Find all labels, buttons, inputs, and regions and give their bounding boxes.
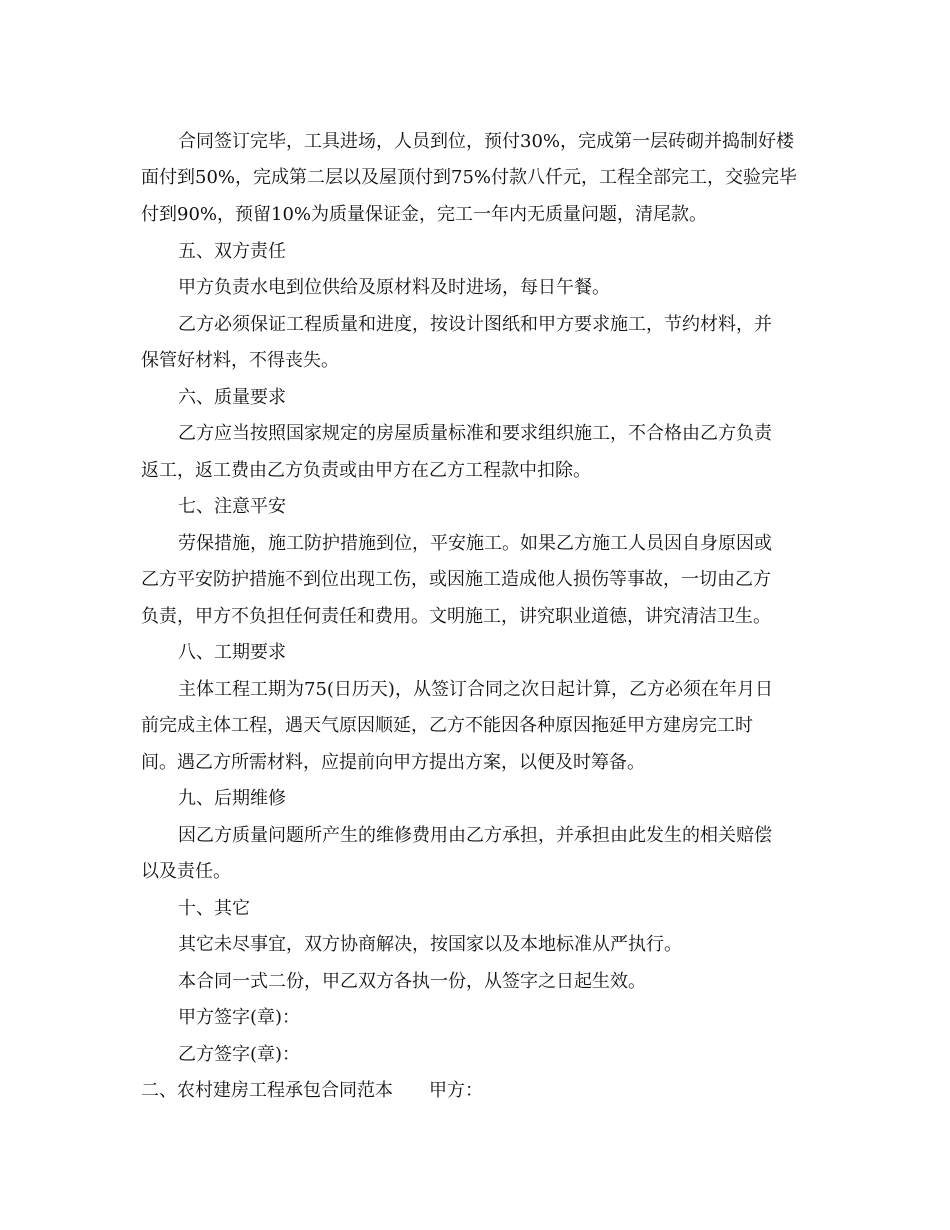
text-line: 合同签订完毕，工具进场，人员到位，预付30%，完成第一层砖砌并捣制好楼: [178, 131, 795, 152]
text-line: 乙方平安防护措施不到位出现工伤，或因施工造成他人损伤等事故，一切由乙方: [141, 569, 771, 590]
text-line: 以及责任。: [141, 861, 231, 882]
text-line: 其它未尽事宜，双方协商解决，按国家以及本地标准从严执行。: [178, 934, 682, 955]
text-line: 本合同一式二份，甲乙双方各执一份，从签字之日起生效。: [178, 971, 646, 992]
party-a-signature-line: 甲方签字(章)：: [178, 1007, 301, 1028]
section-heading-5: 五、双方责任: [178, 241, 286, 262]
text-line: 负责，甲方不负担任何责任和费用。文明施工，讲究职业道德，讲究清洁卫生。: [141, 606, 771, 627]
text-line: 乙方应当按照国家规定的房屋质量标准和要求组织施工，不合格由乙方负责: [178, 423, 772, 444]
text-line: 乙方必须保证工程质量和进度，按设计图纸和甲方要求施工，节约材料，并: [178, 314, 772, 335]
section-heading-10: 十、其它: [178, 898, 250, 919]
text-line: 甲方负责水电到位供给及原材料及时进场，每日午餐。: [178, 277, 610, 298]
section-heading-6: 六、质量要求: [178, 387, 286, 408]
section-heading-9: 九、后期维修: [178, 788, 286, 809]
next-section-title: 二、农村建房工程承包合同范本 甲方：: [141, 1080, 483, 1101]
text-line: 因乙方质量问题所产生的维修费用由乙方承担，并承担由此发生的相关赔偿: [178, 825, 772, 846]
text-line: 付到90%，预留10%为质量保证金，完工一年内无质量问题，清尾款。: [141, 204, 708, 225]
text-line: 前完成主体工程，遇天气原因顺延，乙方不能因各种原因拖延甲方建房完工时: [141, 715, 753, 736]
text-line: 面付到50%，完成第二层以及屋顶付到75%付款八仟元，工程全部完工，交验完毕: [141, 167, 798, 188]
text-line: 劳保措施，施工防护措施到位，平安施工。如果乙方施工人员因自身原因或: [178, 533, 772, 554]
section-heading-8: 八、工期要求: [178, 642, 286, 663]
text-line: 保管好材料，不得丧失。: [141, 350, 339, 371]
text-line: 主体工程工期为75(日历天)，从签订合同之次日起计算，乙方必须在年月日: [178, 679, 773, 700]
section-heading-7: 七、注意平安: [178, 496, 286, 517]
text-line: 间。遇乙方所需材料，应提前向甲方提出方案，以便及时筹备。: [141, 752, 645, 773]
text-line: 返工，返工费由乙方负责或由甲方在乙方工程款中扣除。: [141, 460, 591, 481]
party-b-signature-line: 乙方签字(章)：: [178, 1044, 301, 1065]
